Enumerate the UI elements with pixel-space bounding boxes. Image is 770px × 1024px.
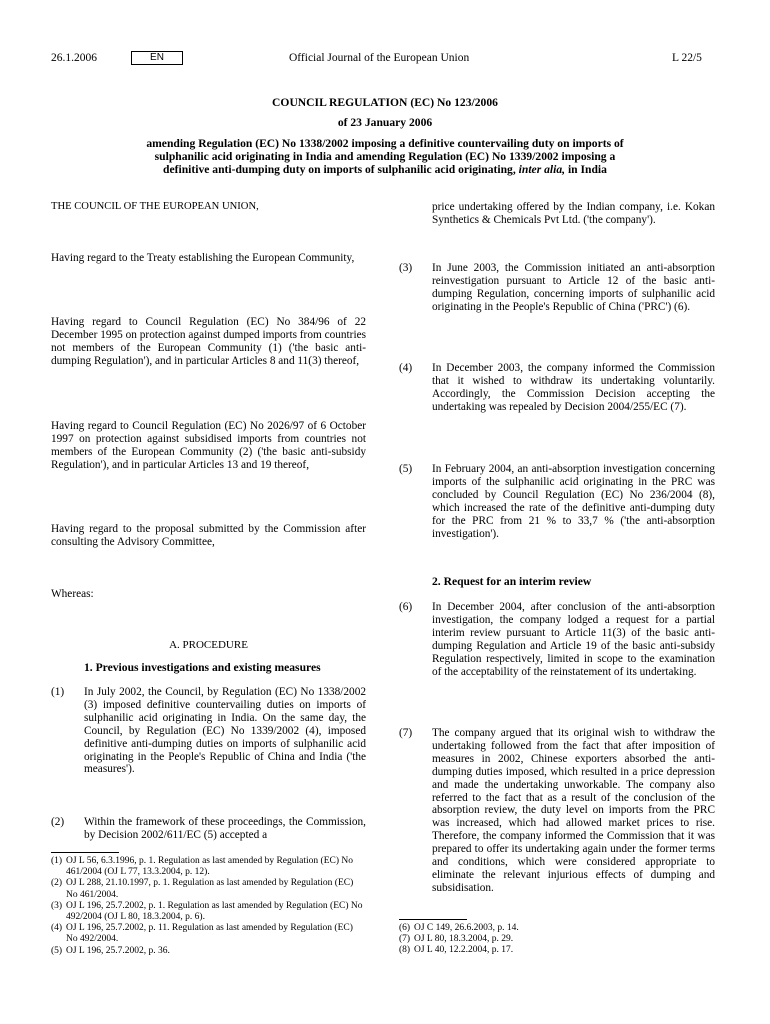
regulation-title: COUNCIL REGULATION (EC) No 123/2006 bbox=[272, 96, 498, 109]
footnote-divider bbox=[51, 852, 119, 853]
paragraph-4-number: (4) bbox=[399, 362, 413, 374]
whereas: Whereas: bbox=[51, 588, 94, 600]
footnote-6: (6) OJ C 149, 26.6.2003, p. 14. bbox=[399, 923, 519, 933]
recital-proposal: Having regard to the proposal submitted by the Commission after consulting the Advisory Committee, bbox=[51, 523, 366, 548]
paragraph-7: The company argued that its original wish to withdraw the undertaking followed from the fact that after imposition of measures in 2002, Chinese exporters absorbed the anti-dumping duties imposed, which resulted in a price depression and made the undertaking unworkable. The company also referred to the fact that as a result of the conclusion of the absorption review, the duty level on imports from the PRC was increased, which had allowed market prices to rise. Therefore, the company informed the Commission that it was prepared to offer its undertaking again under the former terms and conditions, which were considered appropriate to eliminate the relevant injurious effects of dumping and subsidisation. bbox=[432, 727, 715, 894]
paragraph-4: In December 2003, the company informed the Commission that it wished to withdraw its undertaking voluntarily. Accordingly, the Commission Decision accepting the undertaking was repealed by Decision 2004/255/EC (7). bbox=[432, 362, 715, 413]
journal-name: Official Journal of the European Union bbox=[289, 52, 470, 64]
paragraph-3: In June 2003, the Commission initiated an anti-absorption reinvestigation pursuant to Article 12 of the basic anti-dumping Regulation, concerning imports of sulphanilic acid originating in the People's Republic of China ('PRC') (6). bbox=[432, 262, 715, 313]
recital-treaty: Having regard to the Treaty establishing the European Community, bbox=[51, 252, 355, 264]
paragraph-1-number: (1) bbox=[51, 686, 65, 698]
footnote-5: (5) OJ L 196, 25.7.2002, p. 36. bbox=[51, 945, 170, 956]
paragraph-3-number: (3) bbox=[399, 262, 413, 274]
recital-anti-dumping: Having regard to Council Regulation (EC) No 384/96 of 22 December 1995 on protection against dumped imports from countries not members of the European Community (1) ('the basic anti-dumping Regulation'), and in particular Articles 8 and 11(3) thereof, bbox=[51, 316, 366, 367]
subsection-2-heading: 2. Request for an interim review bbox=[432, 575, 592, 588]
footnotes-right bbox=[399, 923, 715, 957]
footnote-7: (7) OJ L 80, 18.3.2004, p. 29. bbox=[399, 934, 514, 945]
paragraph-2-continued: price undertaking offered by the Indian company, i.e. Kokan Synthetics & Chemicals Pvt Ltd. ('the company'). bbox=[432, 201, 715, 226]
footnote-2: (2) OJ L 288, 21.10.1997, p. 1. Regulation as last amended by Regulation (EC) No 461/2004. bbox=[51, 878, 354, 900]
footnote-8: (8) OJ L 40, 12.2.2004, p. 17. bbox=[399, 945, 514, 956]
footnote-4: (4) OJ L 196, 25.7.2002, p. 11. Regulation as last amended by Regulation (EC) No 492/2004. bbox=[51, 923, 353, 945]
footnote-divider-right bbox=[399, 919, 467, 920]
regulation-subject-line-3: definitive anti-dumping duty on imports of sulphanilic acid originating, inter alia, in India bbox=[163, 163, 607, 176]
footnote-3: (3) OJ L 196, 25.7.2002, p. 1. Regulation as last amended by Regulation (EC) No 492/2004 (OJ L 80, 18.3.2004, p. 6). bbox=[51, 900, 363, 923]
regulation-subject-line-2: sulphanilic acid originating in India and amending Regulation (EC) No 1339/2002 imposing a bbox=[154, 150, 616, 163]
header-date: 26.1.2006 bbox=[51, 52, 97, 64]
page-reference: L 22/5 bbox=[672, 52, 702, 64]
regulation-date: of 23 January 2006 bbox=[337, 116, 433, 129]
paragraph-7-number: (7) bbox=[399, 727, 413, 739]
paragraph-2-number: (2) bbox=[51, 816, 65, 828]
paragraph-5: In February 2004, an anti-absorption investigation concerning imports of the sulphanilic acid originating in the PRC was concluded by Council Regulation (EC) No 236/2004 (8), which increased the rate of the definitive anti-dumping duty for the PRC from 21 % to 33,7 % ('the anti-absorption investigation'). bbox=[432, 463, 715, 540]
paragraph-6-number: (6) bbox=[399, 601, 413, 613]
regulation-subject-line-1: amending Regulation (EC) No 1338/2002 imposing a definitive countervailing duty on imports of bbox=[146, 137, 624, 150]
paragraph-1: In July 2002, the Council, by Regulation (EC) No 1338/2002 (3) imposed definitive countervailing duties on imports of sulphanilic acid originating in India. On the same day, the Council, by Regulation (EC) No 1339/2002 (4), imposed definitive anti-dumping duties on imports of sulphanilic acid originating in the People's Republic of China and India ('the measures'). bbox=[84, 686, 366, 776]
subsection-1-heading: 1. Previous investigations and existing measures bbox=[84, 661, 321, 674]
council-heading: THE COUNCIL OF THE EUROPEAN UNION, bbox=[51, 201, 259, 212]
language-badge: EN bbox=[131, 51, 183, 65]
footnotes-left bbox=[51, 856, 366, 957]
section-a-heading: A. PROCEDURE bbox=[169, 639, 248, 651]
paragraph-5-number: (5) bbox=[399, 463, 413, 475]
footnote-1: (1) OJ L 56, 6.3.1996, p. 1. Regulation as last amended by Regulation (EC) No 461/2004 (OJ L 77, 13.3.2004, p. 12). bbox=[51, 856, 353, 878]
paragraph-6: In December 2004, after conclusion of the anti-absorption investigation, the company lodged a request for a partial interim review pursuant to Article 11(3) of the basic anti-dumping Regulation and Article 19 of the basic anti-subsidy Regulation respectively, limited in scope to the examination of the acceptability of the reinstatement of its undertaking. bbox=[432, 601, 715, 678]
recital-anti-subsidy: Having regard to Council Regulation (EC) No 2026/97 of 6 October 1997 on protection against subsidised imports from countries not members of the European Community (2) ('the basic anti-subsidy Regulation'), and in particular Articles 13 and 19 thereof, bbox=[51, 420, 366, 471]
paragraph-2: Within the framework of these proceedings, the Commission, by Decision 2002/611/EC (5) accepted a bbox=[84, 816, 366, 841]
